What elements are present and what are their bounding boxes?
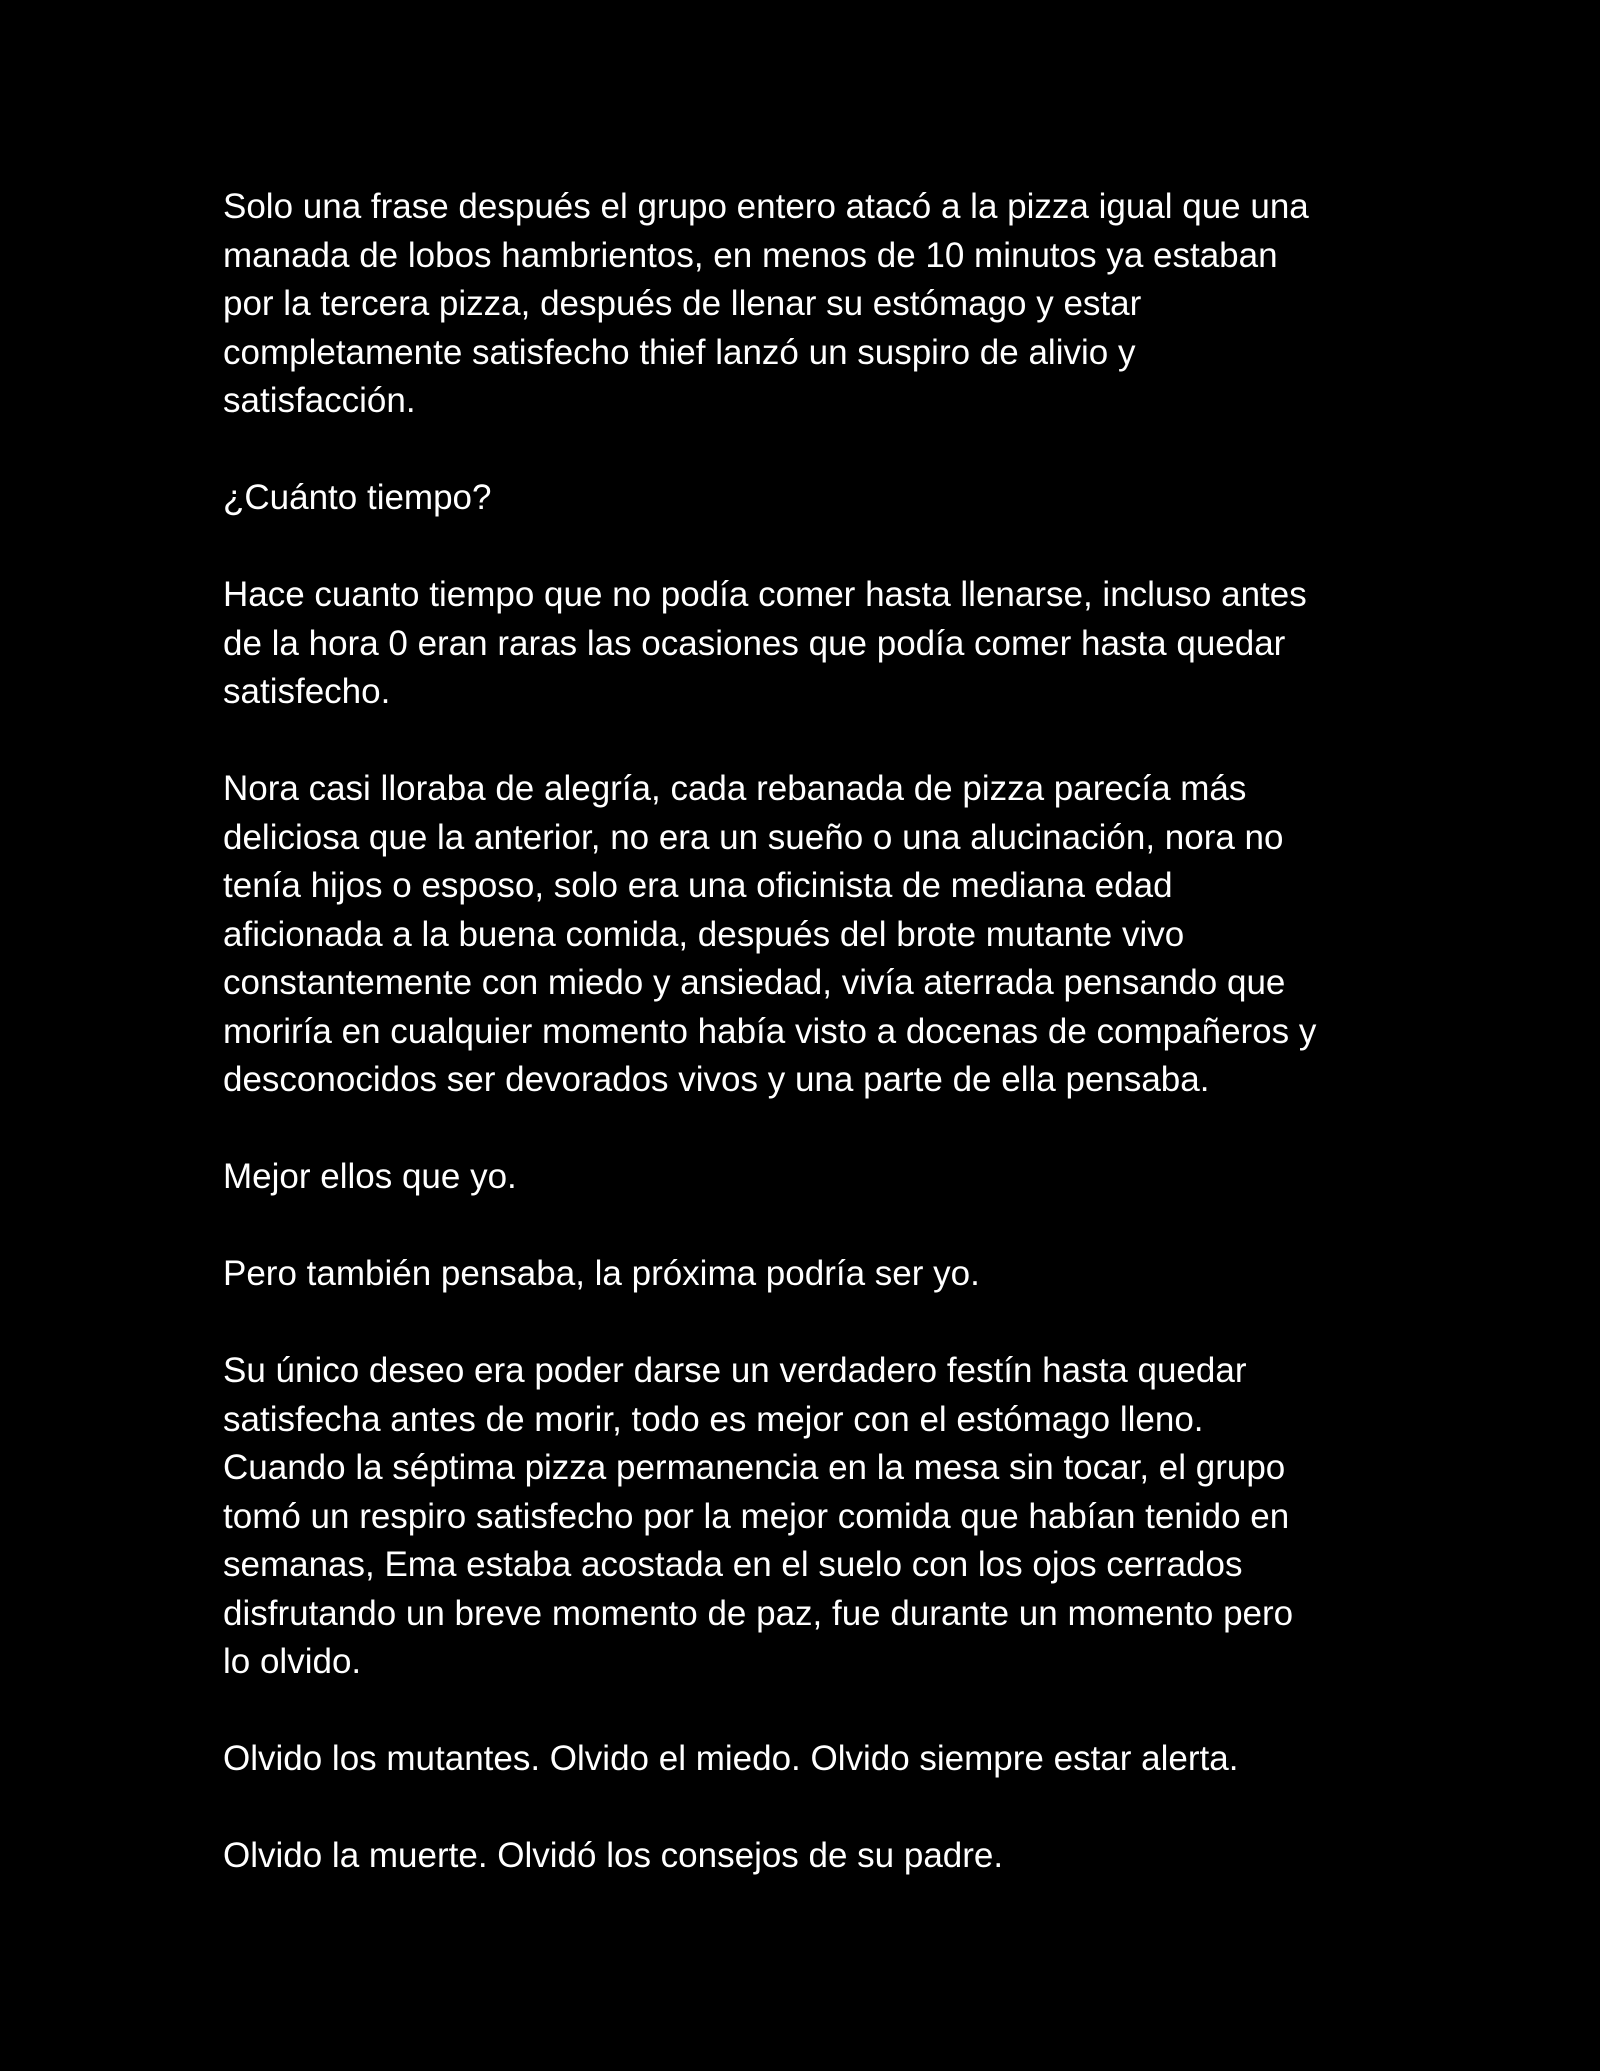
text-line: Olvido los mutantes. Olvido el miedo. Olvido siempre estar alerta. <box>223 1739 1239 1778</box>
text-line: Cuando la séptima pizza permanencia en la mesa sin tocar, el grupo <box>223 1448 1286 1487</box>
paragraph <box>223 474 1403 523</box>
text-line: completamente satisfecho thief lanzó un suspiro de alivio y <box>223 332 1136 372</box>
text-line: por la tercera pizza, después de llenar su estómago y estar <box>223 284 1142 323</box>
text-line: ¿Cuánto tiempo? <box>223 478 492 517</box>
text-line: Pero también pensaba, la próxima podría ser yo. <box>223 1254 980 1293</box>
text-line: satisfacción. <box>223 381 416 420</box>
text-line: Su único deseo era poder darse un verdadero festín hasta quedar <box>223 1351 1247 1390</box>
text-line: Solo una frase después el grupo entero atacó a la pizza igual que una <box>223 187 1309 226</box>
text-line: tomó un respiro satisfecho por la mejor comida que habían tenido en <box>223 1496 1290 1536</box>
text-line: Hace cuanto tiempo que no podía comer hasta llenarse, incluso antes <box>223 575 1307 614</box>
text-line: Mejor ellos que yo. <box>223 1157 517 1196</box>
paragraph <box>223 1735 1403 1784</box>
paragraph <box>223 765 1403 1105</box>
text-line: tenía hijos o esposo, solo era una oficinista de mediana edad <box>223 866 1173 905</box>
paragraph <box>223 1153 1403 1202</box>
text-line: Olvido la muerte. Olvidó los consejos de su padre. <box>223 1836 1004 1875</box>
paragraph <box>223 1832 1403 1881</box>
paragraph <box>223 571 1403 717</box>
text-line: manada de lobos hambrientos, en menos de 10 minutos ya estaban <box>223 235 1278 275</box>
document-body <box>223 183 1403 1929</box>
text-line: desconocidos ser devorados vivos y una parte de ella pensaba. <box>223 1060 1210 1099</box>
paragraph <box>223 1347 1403 1687</box>
text-line: deliciosa que la anterior, no era un sueño o una alucinación, nora no <box>223 817 1284 857</box>
text-line: aficionada a la buena comida, después del brote mutante vivo <box>223 914 1185 954</box>
text-line: satisfecha antes de morir, todo es mejor con el estómago lleno. <box>223 1399 1204 1439</box>
paragraph <box>223 183 1403 426</box>
text-line: de la hora 0 eran raras las ocasiones que podía comer hasta quedar <box>223 623 1286 663</box>
text-line: semanas, Ema estaba acostada en el suelo con los ojos cerrados <box>223 1545 1243 1584</box>
text-line: satisfecho. <box>223 672 391 711</box>
paragraph <box>223 1250 1403 1299</box>
text-line: lo olvido. <box>223 1642 362 1681</box>
text-line: Nora casi lloraba de alegría, cada rebanada de pizza parecía más <box>223 769 1247 808</box>
text-line: disfrutando un breve momento de paz, fue durante un momento pero <box>223 1593 1294 1633</box>
text-line: moriría en cualquier momento había visto a docenas de compañeros y <box>223 1011 1317 1051</box>
text-line: constantemente con miedo y ansiedad, vivía aterrada pensando que <box>223 963 1286 1002</box>
